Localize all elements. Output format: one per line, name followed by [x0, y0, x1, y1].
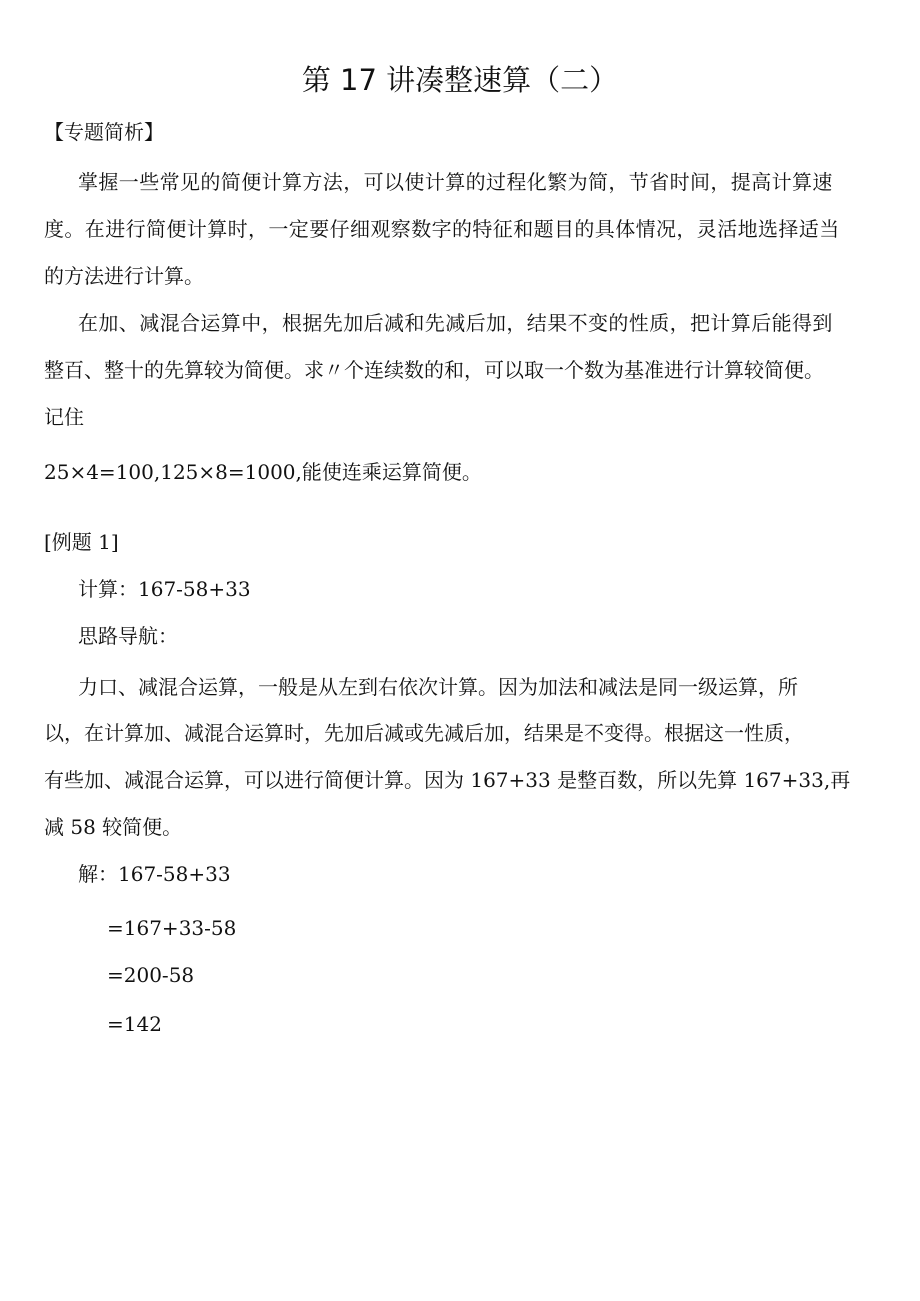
explanation-line4: 减 58 较简便。: [44, 815, 183, 839]
explanation-line3: 有些加、减混合运算，可以进行简便计算。因为 167+33 是整百数，所以先算 167+33,再: [44, 768, 851, 792]
explanation-line1: 力口、减混合运算，一般是从左到右依次计算。因为加法和减法是同一级运算，所: [78, 675, 798, 699]
explanation-line2: 以，在计算加、减混合运算时，先加后减或先减后加，结果是不变得。根据这一性质，: [44, 721, 804, 745]
solution-label: 解：167-58+33: [78, 862, 231, 886]
intro-para2-line2: 整百、整十的先算较为简便。求〃个连续数的和，可以取一个数为基准进行计算较简便。: [44, 358, 824, 382]
page-title: 第 17 讲凑整速算（二）: [301, 63, 619, 97]
solution-step: =142: [107, 1012, 162, 1036]
intro-para1-line1: 掌握一些常见的简便计算方法，可以使计算的过程化繁为简，节省时间，提高计算速: [78, 170, 833, 194]
example-problem: 计算：167-58+33: [78, 577, 251, 601]
example-label: [例题 1]: [44, 530, 119, 554]
intro-para2-line3: 记住: [44, 405, 84, 429]
intro-para1-line2: 度。在进行简便计算时，一定要仔细观察数字的特征和题目的具体情况，灵活地选择适当: [44, 217, 840, 241]
section-heading: 【专题简析】: [44, 120, 164, 144]
solution-step: =200-58: [107, 963, 195, 987]
guide-label: 思路导航：: [78, 624, 178, 648]
intro-para2-line1: 在加、减混合运算中，根据先加后减和先减后加，结果不变的性质，把计算后能得到: [78, 311, 833, 335]
intro-para1-line3: 的方法进行计算。: [44, 264, 204, 288]
intro-formula: 25×4=100,125×8=1000,能使连乘运算简便。: [44, 460, 482, 484]
solution-step: =167+33-58: [107, 916, 237, 940]
